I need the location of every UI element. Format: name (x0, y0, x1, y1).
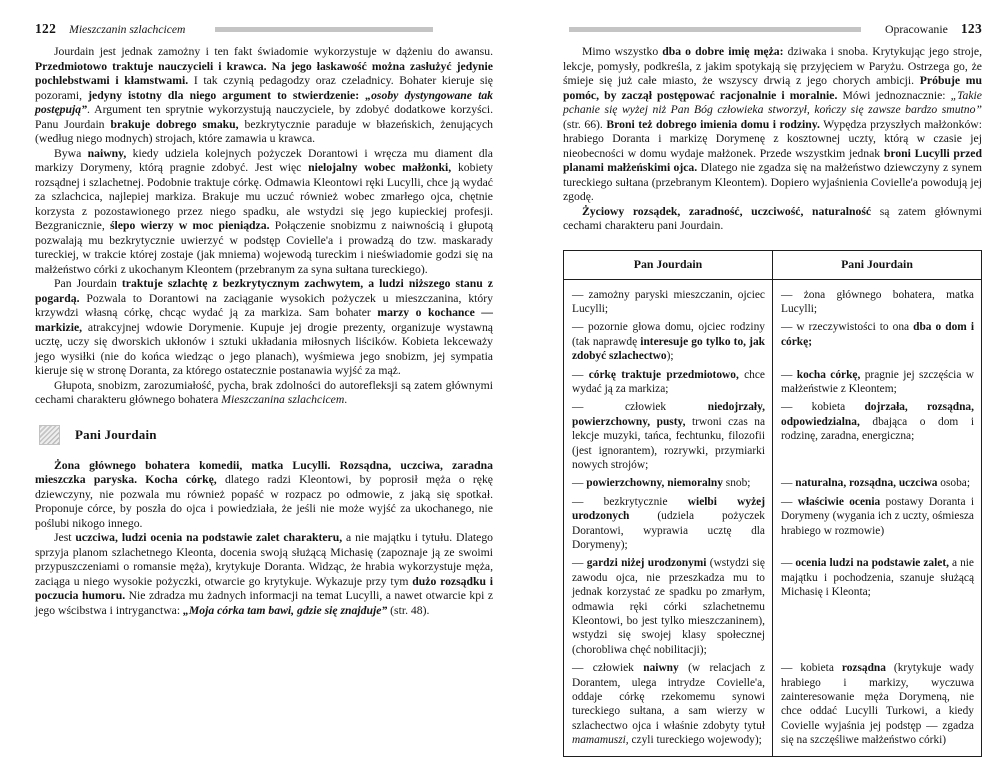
table-row (564, 474, 982, 492)
table-item: — powierzchowny, niemoralny snob; (572, 477, 751, 490)
table-item: — kobieta dojrzała, rozsądna, odpowiedzialna, dbająca o dom i rodzinę, zaradna, energiczna; (781, 401, 974, 443)
page-number-right: 123 (960, 21, 982, 36)
table-cell-right (773, 659, 982, 756)
paragraph: Jest uczciwa, ludzi ocenia na podstawie zalet charakteru, a nie majątku i tytułu. Dlatego sprzyja planom szlachetnego Kleonta, docenia swoją służącą Michasię (zapoznaje ją ze swoimi przypuszczeniami o romansie męża), krytykuje Doranta. Widząc, że hrabia wykorzystuje męża, zaciąga u niego wysokie pożyczki, otwarcie go krytykuje. Wykazuje przy tym dużo rozsądku i poczucia humoru. Nie zdradza mu żadnych informacji na temat Lucylli, a nawet otwarcie kpi z jego wścibstwa i intryganctwa: „Moja córka tam bawi, gdzie się znajduje” (str. 48). (35, 531, 494, 617)
running-header-left (35, 21, 493, 37)
table-row (564, 493, 982, 555)
running-header-right (563, 21, 982, 37)
table-cell-right (773, 318, 982, 365)
table-cell-left (564, 318, 773, 365)
table-cell-right (773, 366, 982, 399)
table-row (564, 366, 982, 399)
paragraph: Bywa naiwny, kiedy udziela kolejnych pożyczek Dorantowi i wręcza mu diament dla markizy Dorymeny, którą pragnie zdobyć. Jest więc nielojalny wobec małżonki, kobiety rozsądnej i szlachetnej. Podobnie traktuje córkę. Odmawia Kleontowi ręki Lucylli, chce ją wydać za szlachcica, najlepiej markiza. Brakuje mu uczuć również wobec zmarłego ojca, chętnie korzysta z pozostawionego przez niego spadku, ale wstydzi się jego kupieckiej profesji. Bezgranicznie, ślepo wierzy w moc pieniądza. Połączenie snobizmu z naiwnością i głupotą pozwalają mu bezkrytycznie uwierzyć w podstęp Covielle'a i prowadzą do tzw. maskarady tureckiej, w trakcie której zostaje (jak mniema) wojewodą tureckim i nieświadomie godzi się na małżeństwo córki z ukochanym Kleontem (przebranym za syna sułtana tureckiego). (35, 146, 494, 276)
table-cell-left (564, 279, 773, 318)
table-item: — ocenia ludzi na podstawie zalet, a nie majątku i pochodzenia, szanuje służącą Michasię i Kleonta; (781, 557, 974, 599)
table-item: — pozornie głowa domu, ojciec rodziny (tak naprawdę interesuje go tylko to, jak zdobyć szlachectwo); (572, 321, 765, 363)
table-header-pan-jourdain: Pan Jourdain (564, 250, 773, 279)
paragraph: Żona głównego bohatera komedii, matka Lucylli. Rozsądna, uczciwa, zaradna mieszczka paryska. Kocha córkę, dlatego radzi Kleontowi, by poprosił męża o rękę dziewczyny, nie pozwala mu również popaść w rozpacz po odmowie, z jaką się spotkał. Proponuje córce, by poszła do ojca i powiedziała, że jeśli nie może wyjść za ukochanego, nie poślubi nikogo innego. (35, 458, 493, 530)
table-header-pani-jourdain: Pani Jourdain (773, 250, 982, 279)
table-item: — żona głównego bohatera, matka Lucylli; (781, 288, 974, 315)
left-page (35, 45, 493, 618)
table-row (564, 279, 982, 318)
table-item: — kobieta rozsądna (krytykuje wady hrabiego i markizy, wyczuwa zainteresowanie męża Dorymeną, nie chce oddać Lucylli Turkowi, a kiedy Covielle wyjaśnia jej podstęp — zgadza się na szczęśliwe małżeństwo córki) (781, 662, 974, 747)
running-title-right: Opracowanie (884, 21, 948, 36)
paragraph: Głupota, snobizm, zarozumiałość, pycha, brak zdolności do autorefleksji są zatem głównymi cechami charakteru głównego bohatera Mieszczanina szlachcicem. (35, 378, 493, 406)
table-cell-right (773, 398, 982, 474)
table-item: — gardzi niżej urodzonymi (wstydzi się zawodu ojca, nie przeszkadza mu to jednak korzystać ze spadku po zmarłym, odmawia ręki córki szlachetnemu Kleontowi, bo jest tylko mieszczaninem), wstydzi się swojej klasy społecznej (chorobliwa chęć nobilitacji); (572, 557, 765, 656)
table-item: — zamożny paryski mieszczanin, ojciec Lucylli; (572, 288, 765, 315)
comparison-table-head (564, 250, 982, 279)
table-cell-right (773, 493, 982, 555)
table-item: — naturalna, rozsądna, uczciwa osoba; (781, 477, 971, 490)
table-row (564, 659, 982, 756)
table-cell-left (564, 659, 773, 756)
running-title-left: Mieszczanin szlachcicem (69, 22, 186, 36)
paragraph: Pan Jourdain traktuje szlachtę z bezkrytycznym zachwytem, a ludzi niższego stanu z pogardą. Pozwala to Dorantowi na zaciąganie wysokich pożyczek u mieszczanina, który krzywdzi własną córkę, chcąc wydać ją za markiza. Sam bohater marzy o kochance — markizie, atrakcyjnej wdowie Dorymenie. Kupuje jej drogie prezenty, organizuje wystawną ucztę, uczy się dworskich ukłonów i sztuki układania miłosnych liścików. Kobieta lekceważy jego wysiłki (nie do końca wiedząc o jego planach), wyśmiewa jego snobizm, jej sympatia kieruje się w stronę Doranta, za którego ostatecznie postanawia wyjść za mąż. (35, 277, 493, 377)
table-row (564, 554, 982, 659)
left-page-paragraphs (35, 45, 493, 408)
paragraph: Życiowy rozsądek, zaradność, uczciwość, naturalność są zatem głównymi cechami charakteru pani Jourdain. (563, 204, 982, 232)
table-cell-left (564, 554, 773, 659)
header-divider-bar-right (569, 27, 861, 32)
table-cell-left (564, 366, 773, 399)
table-item: — człowiek niedojrzały, powierzchowny, pusty, trwoni czas na lekcje muzyki, tańca, fechtunku, filozofii (jest ignorantem), rozrywki, przymiarki nowych strojów; (572, 401, 765, 471)
table-header-row (564, 250, 982, 279)
table-cell-right (773, 554, 982, 659)
table-item: — kocha córkę, pragnie jej szczęścia w małżeństwie z Kleontem; (781, 368, 974, 395)
page-number-left: 122 (35, 21, 57, 36)
table-item: — w rzeczywistości to ona dba o dom i córkę; (781, 321, 974, 348)
right-page (563, 45, 982, 757)
table-cell-left (564, 398, 773, 474)
section-marker-icon (39, 425, 60, 445)
section-heading (39, 425, 493, 445)
paragraph: Jourdain jest jednak zamożny i ten fakt świadomie wykorzystuje w dążeniu do awansu. Przedmiotowo traktuje nauczycieli i krawca. Na jego łaskawość można zasłużyć jedynie pochlebstwami i kłamstwami. I tak czynią pedagodzy oraz czeladnicy. Bohater kieruje się pozorami, jedyny istotny dla niego argument to stwierdzenie: „osoby dystyngowane tak postępują”. Argument ten sprytnie wykorzystują nauczyciele, by zdobyć dodatkowe korzyści. Panu Jourdain brakuje dobrego smaku, bezkrytycznie paraduje w błazeńskich, żenujących (według niego modnych) strojach, które zamawia u krawca. (35, 45, 494, 145)
table-row (564, 318, 982, 365)
header-divider-bar-left (215, 27, 433, 32)
table-item: — właściwie ocenia postawy Doranta i Dorymeny (wygania ich z uczty, ośmiesza hrabiego w rozmowie) (781, 495, 974, 537)
section-title: Pani Jourdain (75, 426, 157, 442)
table-item: — człowiek naiwny (w relacjach z Dorantem, ulega intrydze Covielle'a, oddaje córkę rzekomemu synowi tureckiego sułtana, a sam wierzy w szlachectwo ojca i właśnie zdobyty tytuł mamamuszi, czyli tureckiego wojewody); (572, 662, 765, 747)
table-cell-left (564, 493, 773, 555)
table-cell-left (564, 474, 773, 492)
comparison-table-body (564, 279, 982, 756)
table-item: — bezkrytycznie wielbi wyżej urodzonych (udziela pożyczek Dorantowi, wyprawia ucztę dla Dorymeny); (572, 495, 765, 551)
comparison-table (563, 250, 982, 757)
table-cell-right (773, 279, 982, 318)
section-paragraphs (35, 459, 493, 619)
table-cell-right (773, 474, 982, 492)
paragraph: Mimo wszystko dba o dobre imię męża: dziwaka i snoba. Krytykując jego stroje, lekcje, pomysły, podkreśla, z jakim spotykają się przyjęciem w Paryżu. Ostrzega go, że śmieje się już całe miasto, że wszyscy drwią z jego chorych ambicji. Próbuje mu pomóc, by zaczął postępować racjonalnie i moralnie. Mówi jednoznacznie: „Takie pchanie się wyżej niż Pan Bóg człowieka stworzył, kończy się zawsze bardzo smutno” (str. 66). Broni też dobrego imienia domu i rodziny. Wypędza przyszłych małżonków: hrabiego Doranta i markizę Dorymenę z kosztownej uczty, którą w czasie jej nieobecności w domu wydaje małżonek. Przede wszystkim jednak broni Lucylli przed planami małżeńskimi ojca. Dlatego nie zgadza się na małżeństwo dziewczyny z synem tureckiego sułtana (przebranym Kleontem). Dopiero wyjaśnienia Covielle'a powodują jej zgodę. (563, 45, 982, 203)
table-item: — córkę traktuje przedmiotowo, chce wydać ją za markiza; (572, 368, 765, 395)
right-page-paragraphs (563, 45, 982, 234)
table-row (564, 398, 982, 474)
